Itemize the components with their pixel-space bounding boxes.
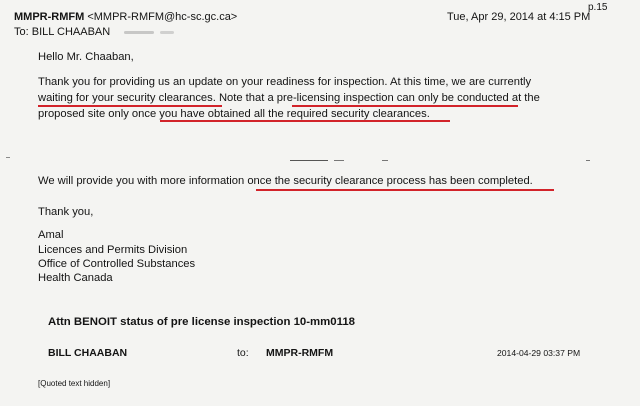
redaction-smudge (124, 31, 154, 34)
scan-artifact (6, 157, 10, 158)
scan-artifact (586, 160, 590, 161)
message-subject: Attn BENOIT status of pre license inspection 10-mm0118 (48, 316, 355, 328)
scan-artifact (290, 160, 328, 161)
email-from (14, 11, 237, 23)
signature-line: Office of Controlled Substances (38, 258, 196, 270)
to-label: To: (14, 26, 29, 38)
closing: Thank you, (38, 206, 94, 218)
signature-line: Licences and Permits Division (38, 244, 188, 256)
paragraph-line: waiting for your security clearances. Note that a pre-licensing inspection can only be conducted at the (38, 92, 540, 104)
highlight-underline (160, 120, 450, 122)
message-sender: BILL CHAABAN (48, 347, 128, 359)
recipient-name: BILL CHAABAN (31, 26, 111, 38)
email-to (14, 26, 110, 38)
paragraph-line: We will provide you with more information once the security clearance process has been completed. (38, 175, 533, 187)
highlight-underline (256, 189, 554, 191)
paragraph-line: proposed site only once you have obtained all the required security clearances. (38, 108, 430, 120)
signature-line: Amal (38, 229, 64, 241)
scan-artifact (382, 160, 388, 161)
redaction-smudge (160, 31, 174, 34)
email-datetime: Tue, Apr 29, 2014 at 4:15 PM (447, 11, 591, 23)
page-number: p.15 (588, 2, 608, 13)
sender-address: <MMPR-RMFM@hc-sc.gc.ca> (87, 11, 238, 23)
highlight-underline (292, 105, 518, 107)
greeting: Hello Mr. Chaaban, (38, 51, 134, 63)
highlight-underline (38, 105, 222, 107)
message-recipient: MMPR-RMFM (266, 347, 334, 359)
sender-name: MMPR-RMFM (14, 11, 85, 23)
message-to-label: to: (237, 347, 249, 359)
scan-artifact (334, 160, 344, 161)
signature-line: Health Canada (38, 272, 113, 284)
quoted-text-hidden: [Quoted text hidden] (38, 379, 111, 388)
message-datetime: 2014-04-29 03:37 PM (497, 348, 581, 358)
paragraph-line: Thank you for providing us an update on your readiness for inspection. At this time, we are currently (38, 76, 532, 88)
